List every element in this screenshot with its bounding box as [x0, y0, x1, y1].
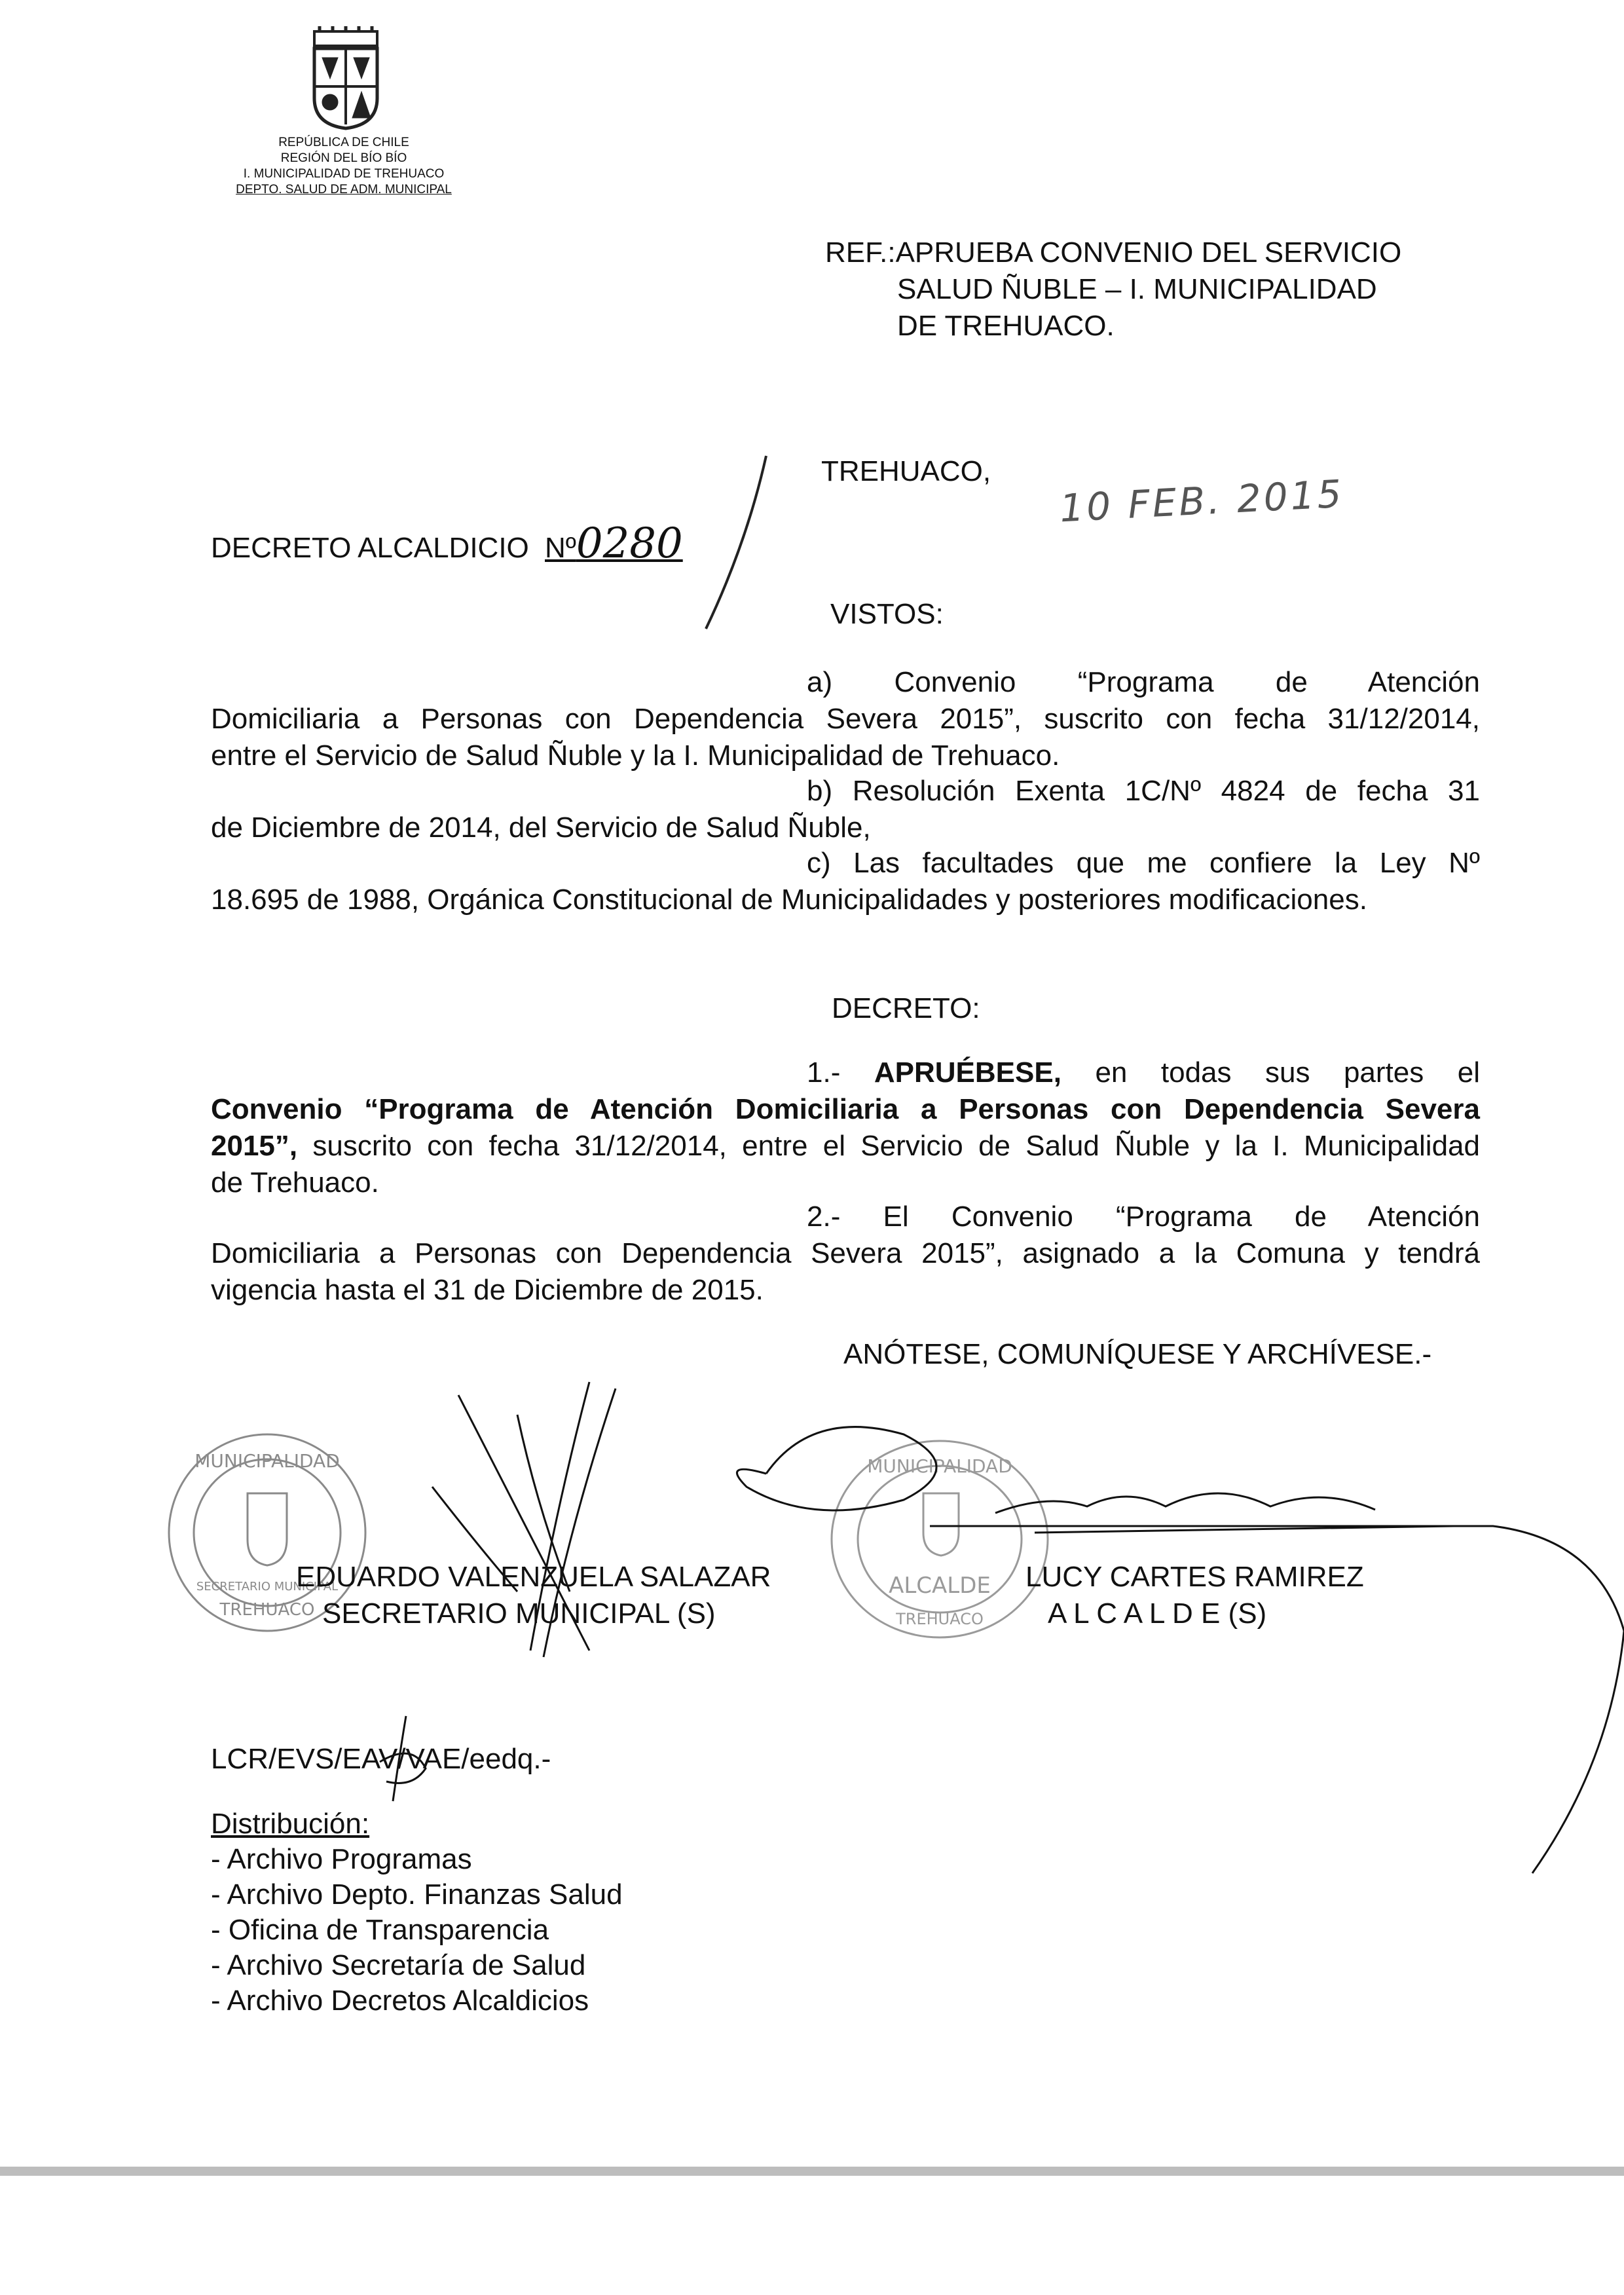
decree-label: DECRETO ALCALDICIO	[211, 532, 529, 564]
reference-line-1: REF.:APRUEBA CONVENIO DEL SERVICIO	[825, 236, 1402, 269]
secretary-title: SECRETARIO MUNICIPAL (S)	[322, 1597, 716, 1630]
vistos-a-lead: a) Convenio “Programa de Atención	[807, 666, 1480, 698]
vistos-c-line2: 18.695 de 1988, Orgánica Constitucional de Municipalidades y posteriores modificaciones.	[211, 884, 1367, 916]
vistos-b-lead: b) Resolución Exenta 1C/Nº 4824 de fecha 31	[807, 775, 1480, 807]
distribution-item: - Archivo Secretaría de Salud	[211, 1949, 586, 1981]
initials-signature-stroke	[367, 1709, 445, 1808]
vistos-a-line2: Domiciliaria a Personas con Dependencia Severa 2015”, suscrito con fecha 31/12/2014,	[211, 703, 1480, 735]
stamp-left-bottom: TREHUACO	[219, 1600, 315, 1620]
date-stamp: 10 FEB. 2015	[1058, 471, 1345, 531]
decree-number: 0280	[576, 519, 683, 568]
vistos-a-line3: entre el Servicio de Salud Ñuble y la I. Municipalidad de Trehuaco.	[211, 739, 1060, 772]
secretary-name: EDUARDO VALENZUELA SALAZAR	[296, 1561, 771, 1593]
distribution-item: - Oficina de Transparencia	[211, 1914, 549, 1946]
decreto-item-1	[211, 1054, 1480, 1201]
decreto-heading: DECRETO:	[832, 992, 980, 1024]
decree-number-field	[545, 519, 683, 568]
vistos-c	[211, 845, 1480, 918]
scan-edge-band	[0, 2167, 1624, 2176]
decree-slash-mark	[701, 452, 779, 635]
header-republic: REPÚBLICA DE CHILE	[278, 136, 409, 149]
reference-line-2: SALUD ÑUBLE – I. MUNICIPALIDAD	[897, 273, 1377, 305]
item1-lead-rest: en todas sus partes el	[1095, 1056, 1480, 1089]
vistos-b-line2: de Diciembre de 2014, del Servicio de Salud Ñuble,	[211, 812, 871, 844]
vistos-b	[211, 773, 1480, 846]
item1-approve: APRUÉBESE,	[874, 1056, 1061, 1089]
vistos-a	[211, 664, 1480, 774]
header-region: REGIÓN DEL BÍO BÍO	[280, 151, 407, 165]
decree-label-line	[211, 519, 683, 568]
mayor-title: A L C A L D E (S)	[1048, 1597, 1267, 1630]
mayor-name: LUCY CARTES RAMIREZ	[1025, 1561, 1364, 1593]
coat-of-arms-logo	[300, 26, 392, 131]
header-department: DEPTO. SALUD DE ADM. MUNICIPAL	[236, 183, 452, 196]
decree-number-prefix: Nº	[545, 532, 576, 564]
stamp-left-mid: SECRETARIO MUNICIPAL	[196, 1580, 339, 1594]
mayor-signature-stroke	[707, 1395, 1624, 1893]
distribution-heading: Distribución:	[211, 1808, 370, 1840]
item1-num: 1.-	[807, 1056, 841, 1089]
distribution-item: - Archivo Decretos Alcaldicios	[211, 1985, 589, 2017]
item1-line3-bold: 2015”,	[211, 1130, 298, 1162]
place: TREHUACO,	[821, 455, 991, 487]
item2-lead: 2.- El Convenio “Programa de Atención	[807, 1201, 1480, 1233]
stamp-right-top: MUNICIPALIDAD	[867, 1455, 1012, 1477]
vistos-c-lead: c) Las facultades que me confiere la Ley Nº	[807, 847, 1480, 879]
reference-line-3: DE TREHUACO.	[897, 310, 1115, 342]
distribution-item: - Archivo Programas	[211, 1843, 472, 1875]
header-municipality: I. MUNICIPALIDAD DE TREHUACO	[243, 167, 445, 181]
closing: ANÓTESE, COMUNÍQUESE Y ARCHÍVESE.-	[843, 1338, 1432, 1370]
item2-line2: Domiciliaria a Personas con Dependencia Severa 2015”, asignado a la Comuna y tendrá	[211, 1237, 1480, 1269]
stamp-right-mid: ALCALDE	[889, 1573, 991, 1599]
distribution-item: - Archivo Depto. Finanzas Salud	[211, 1878, 623, 1911]
vistos-heading: VISTOS:	[830, 598, 944, 630]
item1-line4: de Trehuaco.	[211, 1166, 379, 1199]
decreto-item-2	[211, 1199, 1480, 1309]
stamp-left-top: MUNICIPALIDAD	[194, 1450, 340, 1472]
item1-line2: Convenio “Programa de Atención Domiciliaria a Personas con Dependencia Severa	[211, 1093, 1480, 1125]
item2-line3: vigencia hasta el 31 de Diciembre de 2015.	[211, 1274, 764, 1306]
initials: LCR/EVS/EAV/VAE/eedq.-	[211, 1743, 551, 1775]
stamp-right-bottom: TREHUACO	[896, 1610, 984, 1628]
item1-line3-rest: suscrito con fecha 31/12/2014, entre el Servicio de Salud Ñuble y la I. Municipalidad	[312, 1130, 1480, 1162]
